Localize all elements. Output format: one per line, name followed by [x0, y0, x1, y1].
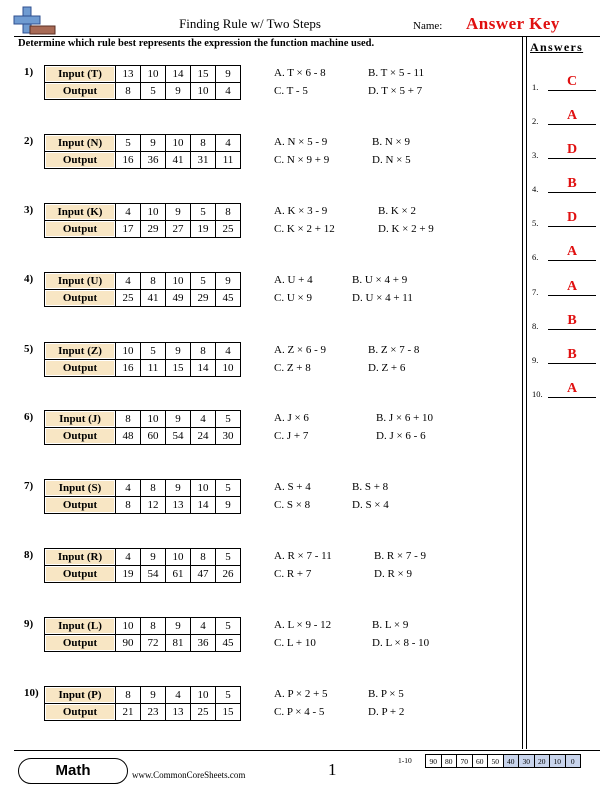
- output-row: [45, 704, 241, 721]
- output-value: 8: [116, 497, 141, 514]
- function-table: [44, 342, 241, 377]
- output-value: 10: [191, 83, 216, 100]
- option-c: C. L + 10: [274, 637, 316, 649]
- input-value: 10: [166, 135, 191, 152]
- option-a: A. R × 7 - 11: [274, 550, 332, 562]
- output-value: 15: [216, 704, 241, 721]
- function-table: [44, 203, 241, 238]
- footer-divider: [14, 750, 600, 751]
- option-b: B. Z × 7 - 8: [368, 344, 420, 356]
- input-value: 10: [191, 687, 216, 704]
- option-c: C. K × 2 + 12: [274, 223, 335, 235]
- problem: [16, 547, 520, 587]
- option-d: D. N × 5: [372, 154, 411, 166]
- option-d: D. Z + 6: [368, 362, 406, 374]
- output-value: 5: [141, 83, 166, 100]
- output-value: 14: [191, 360, 216, 377]
- input-value: 10: [116, 343, 141, 360]
- option-d: D. L × 8 - 10: [372, 637, 430, 649]
- function-table: [44, 617, 241, 652]
- output-value: 17: [116, 221, 141, 238]
- output-label: Output: [45, 360, 116, 377]
- option-d: D. K × 2 + 9: [378, 223, 434, 235]
- output-value: 21: [116, 704, 141, 721]
- problem-number: 1): [24, 66, 34, 78]
- output-row: [45, 360, 241, 377]
- output-value: 16: [116, 152, 141, 169]
- output-row: [45, 221, 241, 238]
- input-value: 9: [166, 618, 191, 635]
- input-label: Input (P): [45, 687, 116, 704]
- output-value: 16: [116, 360, 141, 377]
- answer-blank[interactable]: [548, 363, 596, 364]
- input-value: 4: [116, 549, 141, 566]
- answer-row: [532, 277, 598, 299]
- output-value: 15: [166, 360, 191, 377]
- input-value: 5: [216, 549, 241, 566]
- answer-letter: B: [567, 347, 577, 362]
- output-value: 9: [166, 83, 191, 100]
- output-value: 41: [166, 152, 191, 169]
- option-d: D. T × 5 + 7: [368, 85, 423, 97]
- problem-number: 5): [24, 343, 34, 355]
- problem: [16, 685, 520, 725]
- option-c: C. T - 5: [274, 85, 308, 97]
- answer-number: 3.: [532, 150, 539, 160]
- score-cell: 10: [550, 755, 566, 768]
- output-value: 10: [216, 360, 241, 377]
- output-value: 13: [166, 497, 191, 514]
- input-label: Input (J): [45, 411, 116, 428]
- input-value: 8: [191, 343, 216, 360]
- input-row: [45, 343, 241, 360]
- score-row: [426, 755, 581, 768]
- problem: [16, 202, 520, 242]
- input-label: Input (Z): [45, 343, 116, 360]
- output-value: 14: [191, 497, 216, 514]
- output-value: 61: [166, 566, 191, 583]
- answer-number: 4.: [532, 184, 539, 194]
- problem-number: 9): [24, 618, 34, 630]
- problem-number: 8): [24, 549, 34, 561]
- output-value: 12: [141, 497, 166, 514]
- input-value: 4: [191, 618, 216, 635]
- answer-number: 10.: [532, 389, 543, 399]
- answer-letter: B: [567, 176, 577, 191]
- problem-number: 4): [24, 273, 34, 285]
- answer-letter: A: [566, 244, 578, 259]
- input-value: 9: [141, 687, 166, 704]
- output-value: 45: [216, 635, 241, 652]
- output-row: [45, 428, 241, 445]
- input-value: 5: [216, 411, 241, 428]
- input-value: 5: [216, 687, 241, 704]
- input-value: 9: [216, 66, 241, 83]
- input-row: [45, 618, 241, 635]
- option-b: B. N × 9: [372, 136, 410, 148]
- problem: [16, 409, 520, 449]
- output-label: Output: [45, 221, 116, 238]
- problem: [16, 616, 520, 656]
- score-cell: 70: [457, 755, 473, 768]
- function-table: [44, 272, 241, 307]
- option-d: D. U × 4 + 11: [352, 292, 413, 304]
- output-row: [45, 566, 241, 583]
- answer-row: [532, 345, 598, 367]
- input-value: 9: [141, 135, 166, 152]
- problem: [16, 341, 520, 381]
- answer-blank[interactable]: [548, 158, 596, 159]
- input-value: 8: [191, 549, 216, 566]
- input-value: 9: [166, 480, 191, 497]
- option-a: A. U + 4: [274, 274, 313, 286]
- input-value: 5: [191, 204, 216, 221]
- output-value: 29: [191, 290, 216, 307]
- option-b: B. K × 2: [378, 205, 416, 217]
- score-cell: 50: [488, 755, 504, 768]
- input-row: [45, 135, 241, 152]
- answer-blank[interactable]: [548, 397, 596, 398]
- input-value: 10: [116, 618, 141, 635]
- input-label: Input (U): [45, 273, 116, 290]
- function-table: [44, 479, 241, 514]
- input-value: 10: [191, 480, 216, 497]
- score-cell: 60: [472, 755, 488, 768]
- output-value: 90: [116, 635, 141, 652]
- output-value: 54: [166, 428, 191, 445]
- output-value: 60: [141, 428, 166, 445]
- option-c: C. N × 9 + 9: [274, 154, 330, 166]
- input-value: 10: [141, 204, 166, 221]
- input-value: 4: [166, 687, 191, 704]
- option-b: B. P × 5: [368, 688, 404, 700]
- function-table: [44, 134, 241, 169]
- input-value: 5: [216, 480, 241, 497]
- answer-blank[interactable]: [548, 124, 596, 125]
- input-value: 8: [141, 480, 166, 497]
- output-value: 11: [216, 152, 241, 169]
- input-value: 10: [166, 549, 191, 566]
- output-value: 19: [116, 566, 141, 583]
- answer-blank[interactable]: [548, 90, 596, 91]
- input-value: 9: [216, 273, 241, 290]
- problem: [16, 64, 520, 104]
- option-a: A. L × 9 - 12: [274, 619, 332, 631]
- output-row: [45, 290, 241, 307]
- input-row: [45, 66, 241, 83]
- output-value: 49: [166, 290, 191, 307]
- output-value: 36: [141, 152, 166, 169]
- problem-number: 7): [24, 480, 34, 492]
- option-c: C. U × 9: [274, 292, 312, 304]
- output-value: 45: [216, 290, 241, 307]
- option-c: C. P × 4 - 5: [274, 706, 325, 718]
- input-value: 9: [166, 343, 191, 360]
- function-table: [44, 65, 241, 100]
- answer-number: 6.: [532, 252, 539, 262]
- input-value: 9: [166, 411, 191, 428]
- input-value: 15: [191, 66, 216, 83]
- answers-heading: Answers: [530, 40, 584, 54]
- page-number: 1: [328, 760, 337, 779]
- option-d: D. S × 4: [352, 499, 389, 511]
- input-label: Input (T): [45, 66, 116, 83]
- option-b: B. S + 8: [352, 481, 389, 493]
- input-row: [45, 687, 241, 704]
- input-label: Input (L): [45, 618, 116, 635]
- answer-number: 1.: [532, 82, 539, 92]
- answer-blank[interactable]: [548, 295, 596, 296]
- input-value: 10: [141, 411, 166, 428]
- answer-number: 5.: [532, 218, 539, 228]
- input-value: 5: [191, 273, 216, 290]
- answer-letter: A: [566, 108, 578, 123]
- input-value: 8: [116, 411, 141, 428]
- score-table: [425, 754, 581, 768]
- option-c: C. J + 7: [274, 430, 309, 442]
- answer-blank[interactable]: [548, 260, 596, 261]
- answer-key-label: Answer Key: [466, 14, 560, 33]
- problem: [16, 478, 520, 518]
- input-row: [45, 273, 241, 290]
- answer-row: [532, 208, 598, 230]
- answer-row: [532, 106, 598, 128]
- option-d: D. P + 2: [368, 706, 405, 718]
- function-table: [44, 410, 241, 445]
- output-value: 8: [116, 83, 141, 100]
- input-value: 14: [166, 66, 191, 83]
- answer-letter: C: [566, 74, 578, 89]
- output-value: 4: [216, 83, 241, 100]
- score-cell: 90: [426, 755, 442, 768]
- function-table: [44, 548, 241, 583]
- output-value: 72: [141, 635, 166, 652]
- output-value: 30: [216, 428, 241, 445]
- answers-divider-inner: [526, 37, 527, 749]
- output-value: 54: [141, 566, 166, 583]
- problem: [16, 271, 520, 311]
- answer-row: [532, 311, 598, 333]
- answer-blank[interactable]: [548, 226, 596, 227]
- option-c: C. Z + 8: [274, 362, 311, 374]
- output-value: 31: [191, 152, 216, 169]
- problem: [16, 133, 520, 173]
- option-b: B. L × 9: [372, 619, 409, 631]
- output-row: [45, 635, 241, 652]
- answer-blank[interactable]: [548, 329, 596, 330]
- function-table: [44, 686, 241, 721]
- output-value: 24: [191, 428, 216, 445]
- output-value: 25: [191, 704, 216, 721]
- answer-number: 2.: [532, 116, 539, 126]
- output-value: 36: [191, 635, 216, 652]
- header-divider: [14, 36, 600, 37]
- answer-letter: B: [567, 313, 577, 328]
- answer-number: 7.: [532, 287, 539, 297]
- input-label: Input (N): [45, 135, 116, 152]
- score-cell: 40: [503, 755, 519, 768]
- score-cell: 0: [565, 755, 581, 768]
- output-value: 81: [166, 635, 191, 652]
- option-a: A. P × 2 + 5: [274, 688, 328, 700]
- output-value: 11: [141, 360, 166, 377]
- input-value: 8: [116, 687, 141, 704]
- output-value: 25: [116, 290, 141, 307]
- input-row: [45, 480, 241, 497]
- output-value: 29: [141, 221, 166, 238]
- answers-divider: [522, 37, 523, 749]
- score-cell: 30: [519, 755, 535, 768]
- input-label: Input (R): [45, 549, 116, 566]
- output-label: Output: [45, 428, 116, 445]
- answer-number: 9.: [532, 355, 539, 365]
- option-a: A. J × 6: [274, 412, 309, 424]
- answer-number: 8.: [532, 321, 539, 331]
- option-c: C. S × 8: [274, 499, 311, 511]
- option-b: B. R × 7 - 9: [374, 550, 427, 562]
- option-b: B. J × 6 + 10: [376, 412, 434, 424]
- answer-row: [532, 242, 598, 264]
- name-label: Name:: [413, 20, 443, 32]
- answer-blank[interactable]: [548, 192, 596, 193]
- output-label: Output: [45, 152, 116, 169]
- input-value: 4: [216, 135, 241, 152]
- output-label: Output: [45, 290, 116, 307]
- option-a: A. S + 4: [274, 481, 311, 493]
- problem-number: 10): [24, 687, 39, 699]
- score-cell: 20: [534, 755, 550, 768]
- input-value: 13: [116, 66, 141, 83]
- answer-row: [532, 379, 598, 401]
- option-a: A. K × 3 - 9: [274, 205, 328, 217]
- input-value: 4: [116, 204, 141, 221]
- subject-badge: Math: [18, 758, 128, 784]
- input-value: 8: [141, 273, 166, 290]
- site-url: www.CommonCoreSheets.com: [132, 770, 246, 780]
- input-value: 9: [166, 204, 191, 221]
- output-label: Output: [45, 704, 116, 721]
- input-value: 9: [141, 549, 166, 566]
- input-value: 8: [216, 204, 241, 221]
- output-label: Output: [45, 83, 116, 100]
- option-b: B. U × 4 + 9: [352, 274, 408, 286]
- problem-number: 6): [24, 411, 34, 423]
- input-value: 5: [216, 618, 241, 635]
- answer-letter: A: [566, 279, 578, 294]
- output-value: 47: [191, 566, 216, 583]
- answer-letter: A: [566, 381, 578, 396]
- option-a: A. N × 5 - 9: [274, 136, 328, 148]
- worksheet-logo: [10, 6, 56, 36]
- output-value: 48: [116, 428, 141, 445]
- option-d: D. J × 6 - 6: [376, 430, 426, 442]
- answer-row: [532, 174, 598, 196]
- score-cell: 80: [441, 755, 457, 768]
- problem-number: 3): [24, 204, 34, 216]
- input-value: 4: [216, 343, 241, 360]
- output-value: 26: [216, 566, 241, 583]
- input-value: 8: [141, 618, 166, 635]
- problem-number: 2): [24, 135, 34, 147]
- output-value: 9: [216, 497, 241, 514]
- worksheet-title: Finding Rule w/ Two Steps: [179, 16, 321, 31]
- output-value: 41: [141, 290, 166, 307]
- option-a: A. Z × 6 - 9: [274, 344, 327, 356]
- answer-row: [532, 72, 598, 94]
- option-a: A. T × 6 - 8: [274, 67, 326, 79]
- instructions: Determine which rule best represents the expression the function machine used.: [18, 38, 375, 49]
- input-value: 10: [166, 273, 191, 290]
- output-value: 25: [216, 221, 241, 238]
- answer-row: [532, 140, 598, 162]
- input-value: 4: [116, 480, 141, 497]
- output-value: 23: [141, 704, 166, 721]
- output-row: [45, 83, 241, 100]
- input-label: Input (S): [45, 480, 116, 497]
- input-value: 5: [141, 343, 166, 360]
- input-value: 5: [116, 135, 141, 152]
- score-range-label: 1-10: [398, 756, 412, 765]
- input-row: [45, 549, 241, 566]
- output-row: [45, 497, 241, 514]
- input-value: 4: [191, 411, 216, 428]
- input-row: [45, 411, 241, 428]
- output-label: Output: [45, 566, 116, 583]
- option-c: C. R + 7: [274, 568, 312, 580]
- option-d: D. R × 9: [374, 568, 412, 580]
- answer-letter: D: [566, 210, 578, 225]
- input-value: 8: [191, 135, 216, 152]
- option-b: B. T × 5 - 11: [368, 67, 425, 79]
- output-label: Output: [45, 635, 116, 652]
- answer-letter: D: [566, 142, 578, 157]
- output-value: 27: [166, 221, 191, 238]
- output-value: 19: [191, 221, 216, 238]
- input-row: [45, 204, 241, 221]
- input-label: Input (K): [45, 204, 116, 221]
- output-row: [45, 152, 241, 169]
- output-value: 13: [166, 704, 191, 721]
- output-label: Output: [45, 497, 116, 514]
- input-value: 4: [116, 273, 141, 290]
- input-value: 10: [141, 66, 166, 83]
